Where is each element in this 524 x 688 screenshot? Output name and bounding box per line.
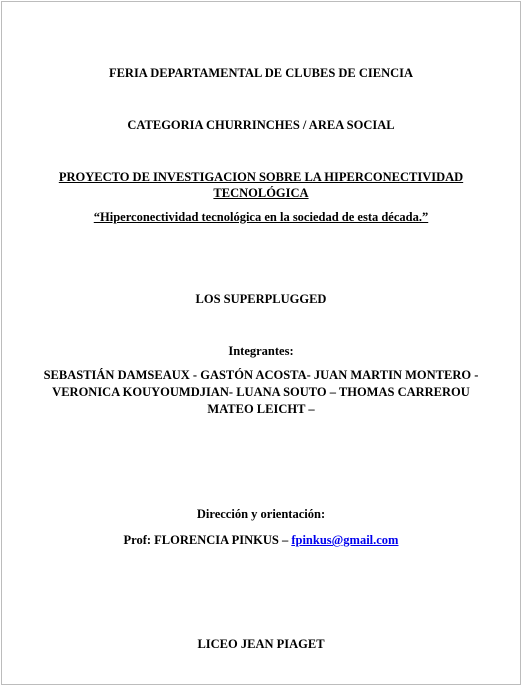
- school-name: LICEO JEAN PIAGET: [197, 637, 325, 651]
- project-title-line-1: PROYECTO DE INVESTIGACION SOBRE LA HIPERCONECTIVIDAD: [58, 170, 464, 184]
- professor-name: Prof: FLORENCIA PINKUS –: [123, 533, 292, 547]
- members-line-2: VERONICA KOUYOUMDJIAN- LUANA SOUTO – THOMAS CARREROU: [52, 385, 470, 399]
- members-line-1: SEBASTIÁN DAMSEAUX - GASTÓN ACOSTA- JUAN MARTIN MONTERO -: [43, 368, 479, 382]
- fair-title: FERIA DEPARTAMENTAL DE CLUBES DE CIENCIA: [108, 66, 414, 80]
- category-title: CATEGORIA CHURRINCHES / AREA SOCIAL: [127, 118, 395, 132]
- members-heading: Integrantes:: [228, 344, 294, 358]
- direction-heading: Dirección y orientación:: [196, 507, 326, 521]
- document-page: [1, 1, 521, 685]
- email-link[interactable]: fpinkus@gmail.com: [291, 533, 399, 547]
- members-line-3: MATEO LEICHT –: [207, 402, 315, 416]
- team-name: LOS SUPERPLUGGED: [195, 292, 327, 306]
- professor-line: [2, 533, 520, 548]
- project-subtitle: “Hiperconectividad tecnológica en la sociedad de esta década.”: [93, 210, 429, 224]
- project-title-line-2: TECNOLÓGICA: [213, 186, 309, 200]
